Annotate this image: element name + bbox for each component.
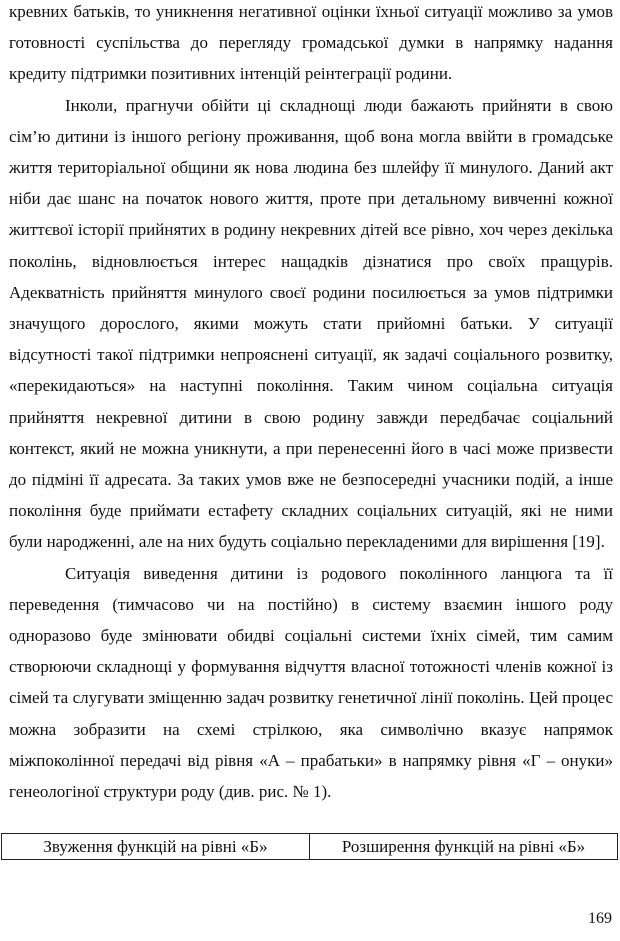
paragraph-generational-chain: Ситуація виведення дитини із родового поколінного ланцюга та її переведення (тимчасово чи на постійно) в систему взаємин іншого роду одноразово буде змінювати обидві соціальні системи їхніх сімей, тим самим створюючи складнощі у формування відчуття власної тотожності членів кожної із сімей та слугувати зміщенню задач розвитку генетичної лінії поколінь. Цей процес можна зобразити на схемі стрілкою, яка символічно вказує напрямок міжпоколінної передачі від рівня «А – прабатьки» в напрямку рівня «Г – онуки» генеологіної структури роду (див. рис. № 1).: [9, 563, 613, 802]
page-number: 169: [588, 910, 612, 927]
paragraph-adoption: Інколи, прагнучи обійти ці складнощі люди бажають прийняти в свою сім’ю дитини із іншого регіону проживання, щоб вона могла ввійти в громадське життя територіальної общини як нова людина без шлейфу її минулого. Даний акт ніби дає шанс на початок нового життя, проте при детальному вивченні кожної життєвої історії прийнятих в родину некревних дітей все рівно, хоч через декілька поколінь, відновлюється інтерес нащадків дізнатися про своїх пращурів. Адекватність прийняття минулого своєї родини посилюється за умов підтримки значущого дорослого, якими можуть стати прийомні батьки. У ситуації відсутності такої підтримки непрояснені ситуації, як задачі соціального розвитку, «перекидаються» на наступні покоління. Таким чином соціальна ситуація прийняття некревної дитини в свою родину завжди передбачає соціальний контекст, який не можна уникнути, а при перенесенні його в часі може призвести до підміні її адресата. За таких умов вже не безпосередні учасники подій, а інше покоління буде приймати естафету складних соціальних ситуацій, які не ними були народженні, але на них будуть соціально перекладеними для вирішення [19].: [9, 95, 613, 552]
paragraph-continuation: кревних батьків, то уникнення негативної оцінки їхньої ситуації можливо за умов готовності суспільства до перегляду громадської думки в напрямку надання кредиту підтримки позитивних інтенцій реінтеграції родини.: [9, 2, 613, 84]
table-row: [2, 834, 618, 860]
document-page: [9, 0, 613, 807]
table-cell-narrowing: Звуження функцій на рівні «Б»: [2, 834, 310, 860]
table-cell-expansion: Розширення функцій на рівні «Б»: [310, 834, 618, 860]
functions-table: [1, 833, 618, 860]
